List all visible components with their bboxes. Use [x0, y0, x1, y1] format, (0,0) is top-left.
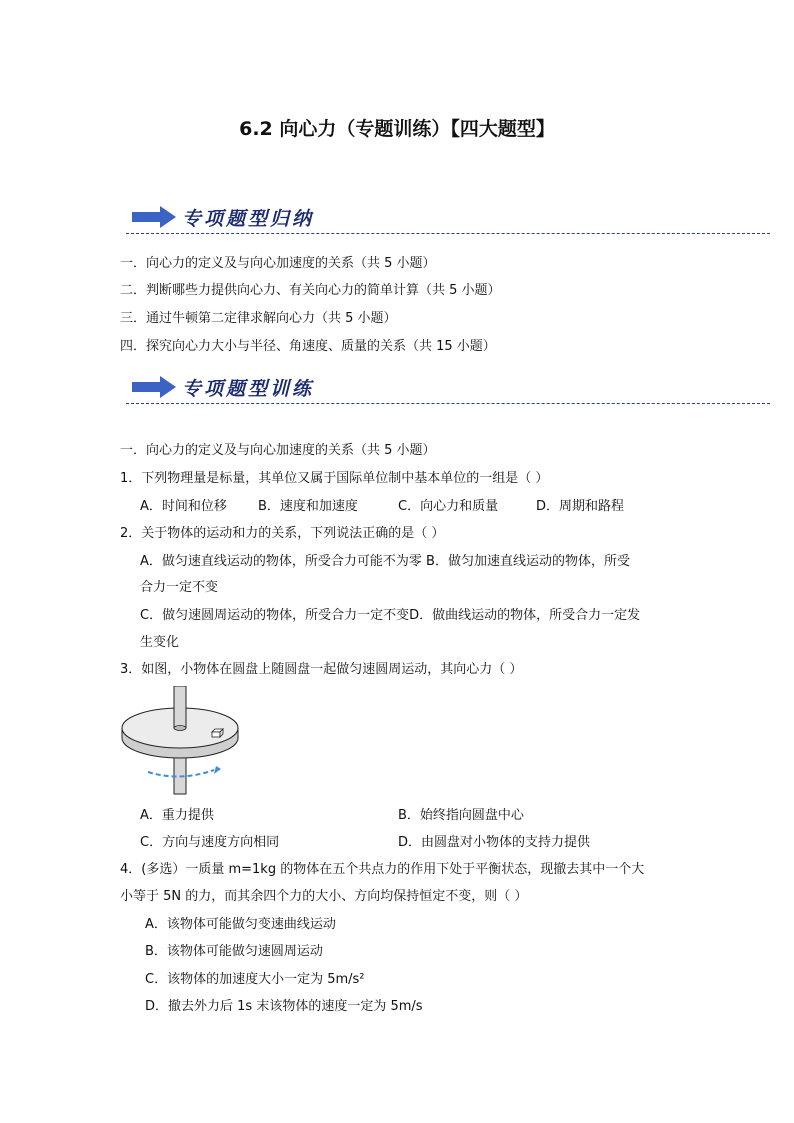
- question-1-option-b: B．速度和加速度: [258, 499, 358, 514]
- question-2-options-line: C．做匀速圆周运动的物体，所受合力一定不变D．做曲线运动的物体，所受合力一定发: [140, 608, 641, 623]
- section-banner-training: [118, 370, 770, 406]
- question-1-option-a: A．时间和位移: [140, 499, 227, 514]
- divider: [126, 233, 770, 234]
- question-2-options-line: A．做匀速直线运动的物体，所受合力可能不为零 B．做匀加速直线运动的物体，所受: [140, 554, 630, 569]
- question-4-stem: 4．(多选）一质量 m=1kg 的物体在五个共点力的作用下处于平衡状态，现撤去其中一个大: [120, 862, 645, 877]
- toc-item-2: 二．判断哪些力提供向心力、有关向心力的简单计算（共 5 小题）: [120, 283, 501, 298]
- question-2-options-line: 生变化: [140, 635, 180, 650]
- toc-item-1: 一．向心力的定义及与向心加速度的关系（共 5 小题）: [120, 256, 436, 271]
- question-2-stem: 2．关于物体的运动和力的关系，下列说法正确的是（ ）: [120, 526, 445, 541]
- rotating-disk-figure: [118, 686, 253, 796]
- toc-item-4: 四．探究向心力大小与半径、角速度、质量的关系（共 15 小题）: [120, 339, 496, 354]
- question-3-option-d: D．由圆盘对小物体的支持力提供: [398, 835, 591, 850]
- question-4-option-a: A．该物体可能做匀变速曲线运动: [145, 917, 336, 932]
- banner-title: 专项题型归纳: [182, 208, 315, 230]
- toc-item-3: 三．通过牛顿第二定律求解向心力（共 5 小题）: [120, 311, 397, 326]
- question-4-option-d: D．撤去外力后 1s 末该物体的速度一定为 5m/s: [145, 999, 423, 1014]
- question-3-stem: 3．如图，小物体在圆盘上随圆盘一起做匀速圆周运动，其向心力（ ）: [120, 662, 523, 677]
- arrow-right-icon: [132, 376, 176, 398]
- page-title: 6.2 向心力（专题训练）【四大题型】: [239, 118, 555, 140]
- question-3-option-b: B．始终指向圆盘中心: [398, 808, 524, 823]
- question-4-option-c: C．该物体的加速度大小一定为 5m/s²: [145, 972, 365, 987]
- divider: [126, 403, 770, 404]
- question-1-option-d: D．周期和路程: [536, 499, 625, 514]
- question-1-option-c: C．向心力和质量: [398, 499, 499, 514]
- question-2-options-line: 合力一定不变: [140, 580, 219, 595]
- arrow-right-icon: [132, 206, 176, 228]
- question-4-stem-continued: 小等于 5N 的力，而其余四个力的大小、方向均保持恒定不变，则（ ）: [120, 889, 528, 904]
- question-1-stem: 1．下列物理量是标量，其单位又属于国际单位制中基本单位的一组是（ ）: [120, 471, 549, 486]
- question-3-option-c: C．方向与速度方向相同: [140, 835, 280, 850]
- question-4-option-b: B．该物体可能做匀速圆周运动: [145, 944, 323, 959]
- section-banner-summary: [118, 200, 770, 236]
- section-heading: 一．向心力的定义及与向心加速度的关系（共 5 小题）: [120, 443, 436, 458]
- question-3-option-a: A．重力提供: [140, 808, 214, 823]
- banner-title: 专项题型训练: [182, 378, 315, 400]
